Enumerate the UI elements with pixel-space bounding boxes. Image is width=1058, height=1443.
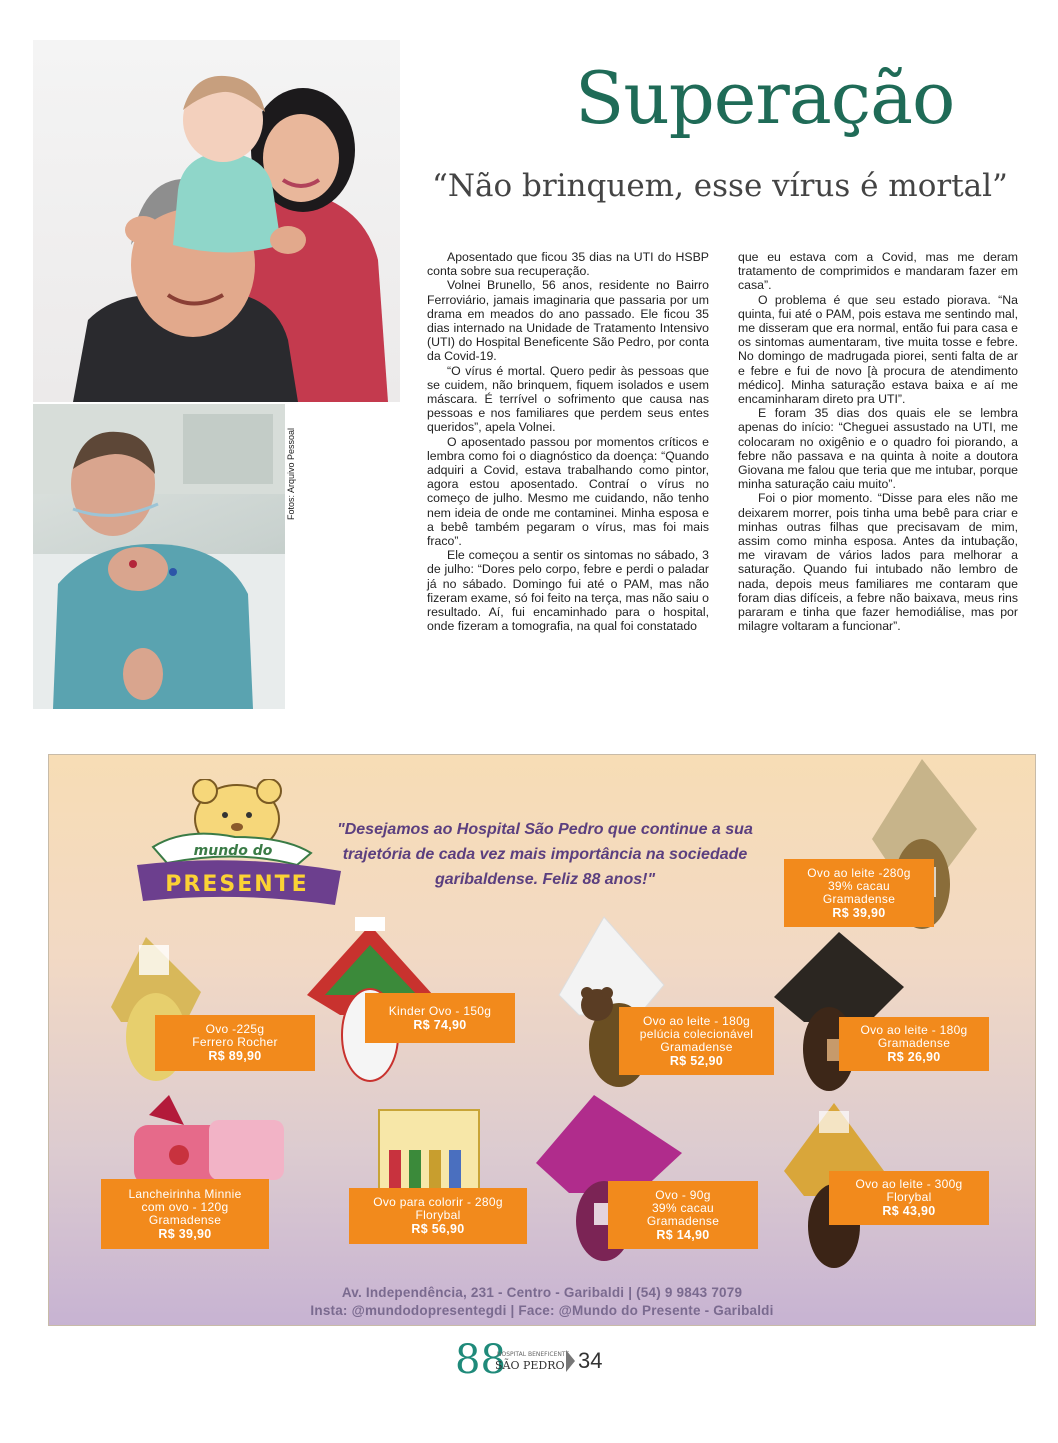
- store-address: Av. Independência, 231 - Centro - Garibaldi | (54) 9 9843 7079: [341, 1285, 743, 1300]
- product-2-line-1: Kinder Ovo - 150g: [388, 1003, 492, 1018]
- logo-name: SÃO PEDRO: [495, 1359, 565, 1372]
- logo-88: 88: [455, 1337, 506, 1383]
- product-7: [534, 1093, 764, 1268]
- product-2-price: R$ 74,90: [413, 1017, 467, 1032]
- logo-text-bottom: PRESENTE: [165, 872, 309, 897]
- hospital-photo: [33, 404, 285, 709]
- product-1-label: [155, 1015, 315, 1071]
- product-0-label: [784, 859, 934, 927]
- logo-small-text: HOSPITAL BENEFICENTE: [497, 1351, 570, 1358]
- product-3-price: R$ 52,90: [669, 1053, 724, 1068]
- product-6-price: R$ 56,90: [411, 1222, 465, 1236]
- product-1: [101, 937, 321, 1097]
- page-arrow-icon: [566, 1350, 575, 1372]
- paragraph: O problema é que seu estado piorava. “Na quinta, fui até o PAM, pois estava me sentindo mal, me disseram que era normal, então fui para casa e os sintomas aumentaram, tive muita tosse e febre. No domingo de madrugada piorei, senti falta de ar e febre e fui de novo [à procura de atendimento médico]. Minha saturação estava baixa e aí me encaminharam direto pra UTI”.: [738, 292, 1018, 407]
- product-7-label: [608, 1181, 758, 1249]
- product-3: [549, 915, 779, 1095]
- store-social: Insta: @mundodopresentegdi | Face: @Mundo do Presente - Garibaldi: [310, 1303, 774, 1318]
- product-8-line-1: Ovo ao leite - 300g: [855, 1177, 963, 1191]
- product-7-line-1: Ovo - 90g: [655, 1187, 711, 1202]
- product-6-label: [349, 1188, 527, 1244]
- paragraph: “O vírus é mortal. Quero pedir às pessoas que se cuidem, não brinquem, fiquem isolados e usem máscara. É terrível o sofrimento que causa nas pessoas e nos familiares que perdem seus entes queridos”, apela Volnei.: [427, 363, 709, 435]
- article-subtitle: “Não brinquem, esse vírus é mortal”: [432, 168, 1008, 204]
- product-6-line-1: Ovo para colorir - 280g: [373, 1195, 503, 1209]
- product-1-line-1: Ovo -225g: [205, 1022, 265, 1036]
- photo-credit: Fotos: Arquivo Pessoal: [286, 427, 296, 520]
- product-3-line-1: Ovo ao leite - 180g: [642, 1013, 751, 1028]
- product-4-label: [839, 1017, 989, 1071]
- product-1-line-2: Ferrero Rocher: [192, 1035, 278, 1049]
- product-5-line-3: Gramadense: [148, 1212, 222, 1227]
- product-4-line-1: Ovo ao leite - 180g: [860, 1023, 968, 1037]
- product-8-price: R$ 43,90: [882, 1204, 936, 1218]
- product-6: [339, 1100, 549, 1270]
- product-5-line-1: Lancheirinha Minnie: [128, 1186, 242, 1201]
- article-title: Superação: [575, 56, 955, 140]
- product-0-line-3: Gramadense: [822, 891, 896, 906]
- product-4: [769, 927, 1009, 1097]
- product-3-line-3: Gramadense: [660, 1039, 733, 1054]
- product-0-line-1: Ovo ao leite -280g: [807, 865, 911, 880]
- paragraph: Ele começou a sentir os sintomas no sábado, 3 de julho: “Dores pelo corpo, febre e perdi o paladar já no sábado. Domingo fui até o PAM, mas não fizeram exame, só foi feito na terça, mas não saiu o resultado. Aí, fui encaminhado para o hospital, onde fizeram a tomografia, na qual foi constatado: [427, 548, 709, 634]
- product-0: [784, 759, 984, 939]
- page-number: 34: [578, 1348, 603, 1373]
- ad-slogan: "Desejamos ao Hospital São Pedro que continue a sua trajetória de cada vez mais importância na sociedade garibaldense. Feliz 88 anos!": [337, 821, 753, 888]
- product-8: [769, 1101, 1009, 1276]
- mundo-do-presente-logo: [125, 779, 349, 909]
- product-5-line-2: com ovo - 120g: [141, 1199, 229, 1214]
- product-5: [99, 1095, 299, 1265]
- product-3-line-2: pelúcia colecionável: [639, 1026, 754, 1041]
- product-4-line-2: Gramadense: [877, 1036, 951, 1050]
- product-2-label: [365, 993, 515, 1043]
- paragraph: E foram 35 dias dos quais ele se lembra apenas do início: “Cheguei assustado na UTI, me colocaram no oxigênio e o quadro foi piorando, a febre não passava e na quinta à noite a doutora Giovana me falou que teria que me intubar, porque minha saturação caiu muito”.: [738, 406, 1018, 492]
- product-4-price: R$ 26,90: [887, 1050, 941, 1064]
- paragraph: Foi o pior momento. “Disse para eles não me deixarem morrer, pois tinha uma bebê para criar e minhas outras filhas que precisavam de mim, assim como minha esposa. Antes da intubação, me viravam de vários lados para melhorar a saturação. Quando fui intubado não lembro de nada, depois meus familiares me contaram que foram dias difíceis, a febre não baixava, meus rins pararam e tinha que fazer hemodiálise, mas por milagre voltaram a funcionar”.: [738, 491, 1018, 634]
- article-column-1: [427, 250, 709, 633]
- paragraph: Aposentado que ficou 35 dias na UTI do HSBP conta sobre sua recuperação.: [427, 250, 709, 279]
- product-1-price: R$ 89,90: [208, 1049, 262, 1063]
- product-5-price: R$ 39,90: [158, 1226, 212, 1241]
- egg-product-4: [769, 927, 909, 1097]
- article-column-2: [738, 250, 1018, 633]
- product-6-line-2: Florybal: [415, 1208, 461, 1222]
- product-8-label: [829, 1171, 989, 1225]
- product-0-line-2: 39% cacau: [827, 878, 891, 893]
- family-photo: [33, 40, 400, 402]
- paragraph: O aposentado passou por momentos críticos e lembra como foi o diagnóstico da doença: “Quando adquiri a Covid, estava trabalhando como pintor, agora estou aposentado. Contraí o vírus no começo de julho. Mesmo me cuidando, não tenho nem ideia de onde me contaminei. Minha esposa e a bebê também pegaram o vírus, mas foi mais fraco”.: [427, 434, 709, 549]
- product-3-label: [619, 1007, 774, 1075]
- product-0-price: R$ 39,90: [832, 905, 886, 920]
- product-8-line-2: Florybal: [886, 1190, 932, 1204]
- product-7-line-3: Gramadense: [646, 1213, 720, 1228]
- product-5-label: [101, 1179, 269, 1249]
- paragraph: que eu estava com a Covid, mas me deram tratamento de comprimidos e mandaram fazer em casa”.: [738, 250, 1018, 293]
- advertisement: [48, 754, 1036, 1326]
- product-7-line-2: 39% cacau: [651, 1200, 715, 1215]
- hospital-logo: [453, 1329, 573, 1393]
- product-2: [305, 915, 545, 1095]
- product-7-price: R$ 14,90: [656, 1227, 710, 1242]
- paragraph: Volnei Brunello, 56 anos, residente no Bairro Ferroviário, jamais imaginaria que passaria por um drama em meados do ano passado. Ele ficou 35 dias internado na Unidade de Tratamento Intensivo (UTI) do Hospital Beneficente São Pedro, por conta da Covid-19.: [427, 278, 709, 364]
- logo-text-top: mundo do: [193, 843, 273, 859]
